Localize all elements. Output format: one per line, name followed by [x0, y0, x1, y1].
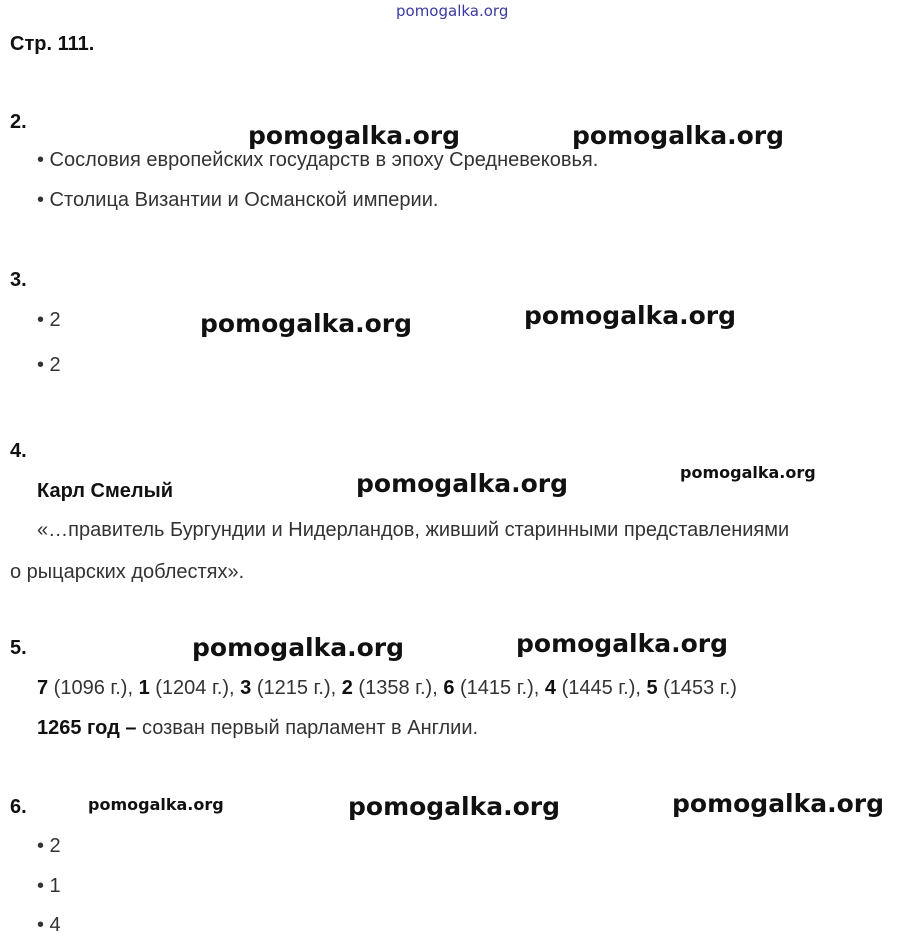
- quote-line-1: «…правитель Бургундии и Нидерландов, живший старинными представлениями: [37, 519, 790, 541]
- section-4-number: 4.: [10, 440, 27, 462]
- watermark: pomogalka.org: [672, 789, 885, 818]
- top-watermark: pomogalka.org: [396, 2, 509, 20]
- parliament-fact: [37, 717, 478, 740]
- chronology-line: [37, 677, 737, 700]
- event-year: (1204 г.),: [149, 677, 241, 699]
- section-3-number: 3.: [10, 269, 27, 291]
- fact-text: созван первый парламент в Англии.: [136, 717, 479, 739]
- event-number: 6: [443, 677, 455, 699]
- event-year: (1445 г.),: [556, 677, 647, 699]
- section-6-item: • 2: [37, 835, 61, 857]
- watermark: pomogalka.org: [680, 463, 816, 482]
- watermark: pomogalka.org: [572, 121, 785, 150]
- section-3-item: • 2: [37, 309, 61, 331]
- fact-year: 1265 год –: [37, 717, 137, 739]
- event-year: (1215 г.),: [251, 677, 342, 699]
- watermark: pomogalka.org: [88, 795, 224, 814]
- section-6-number: 6.: [10, 796, 27, 818]
- event-number: 2: [341, 677, 353, 699]
- section-5-number: 5.: [10, 637, 27, 659]
- event-number: 3: [240, 677, 252, 699]
- event-number: 1: [138, 677, 150, 699]
- watermark: pomogalka.org: [516, 629, 729, 658]
- section-2-item: • Сословия европейских государств в эпоху Средневековья.: [37, 149, 599, 171]
- page-title: Стр. 111.: [10, 33, 95, 55]
- section-2-number: 2.: [10, 111, 27, 133]
- person-name: Карл Смелый: [37, 480, 173, 502]
- quote-line-2: о рыцарских доблестях».: [10, 561, 245, 583]
- event-year: (1453 г.): [657, 677, 737, 699]
- watermark: pomogalka.org: [524, 301, 737, 330]
- watermark: pomogalka.org: [348, 792, 561, 821]
- event-year: (1415 г.),: [454, 677, 545, 699]
- section-3-item: • 2: [37, 354, 61, 376]
- section-6-item: • 4: [37, 914, 61, 936]
- event-number: 4: [544, 677, 557, 699]
- event-number: 7: [37, 677, 49, 699]
- section-2-item: • Столица Византии и Османской империи.: [37, 189, 439, 211]
- event-number: 5: [646, 677, 658, 699]
- watermark: pomogalka.org: [192, 633, 405, 662]
- section-6-item: • 1: [37, 875, 61, 897]
- watermark: pomogalka.org: [248, 121, 461, 150]
- event-year: (1096 г.),: [48, 677, 139, 699]
- event-year: (1358 г.),: [352, 677, 444, 699]
- watermark: pomogalka.org: [200, 309, 413, 338]
- watermark: pomogalka.org: [356, 469, 569, 498]
